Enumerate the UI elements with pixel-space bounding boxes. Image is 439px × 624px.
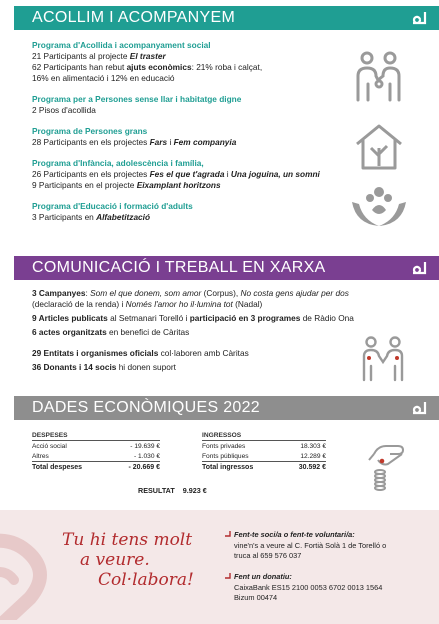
despeses-heading: DESPESES [32, 432, 160, 441]
program-heading: Programa de Persones grans [32, 126, 148, 136]
total-row [202, 462, 326, 473]
text-fragment: 29 Entitats i organismes oficials [32, 348, 159, 358]
text-fragment: Fars [149, 137, 168, 147]
caritas-tag-icon [224, 530, 232, 538]
text-line [32, 51, 352, 62]
total-row [32, 462, 160, 473]
text-fragment: de Ràdio Ona [300, 313, 354, 323]
communication-item [32, 362, 402, 373]
total-value: - 20.669 € [111, 462, 160, 473]
text-fragment: hi donen suport [116, 362, 176, 372]
contact-line: CaixaBank ES15 2100 0053 6702 0013 1564 [234, 582, 383, 592]
caritas-heart-logo [0, 524, 58, 620]
text-fragment: i [167, 137, 174, 147]
row-label: Fonts públiques [202, 452, 249, 460]
text-fragment: : 21% roba i calçat, [191, 62, 263, 72]
text-fragment: 6 actes organitzats [32, 327, 107, 337]
house-tree-icon [353, 122, 405, 172]
text-fragment: 36 Donants i 14 socis [32, 362, 117, 372]
text-fragment: ajuts econòmics [126, 62, 192, 72]
text-fragment: 9 Participants en el projecte [32, 180, 137, 190]
text-fragment: i [224, 169, 231, 179]
ingressos-table [202, 432, 326, 473]
table-row [202, 451, 326, 462]
text-fragment: Som el que donem, som amor [90, 288, 202, 298]
text-fragment: 3 Campanyes [32, 288, 86, 298]
text-fragment: 2 Pisos d'acollida [32, 105, 96, 115]
hands-heart-icon [350, 184, 408, 228]
table-row [202, 441, 326, 452]
text-fragment: 62 Participants han rebut [32, 62, 127, 72]
section-title: COMUNICACIÓ I TREBALL EN XARXA [32, 259, 326, 276]
text-line [32, 299, 402, 310]
caritas-tag-icon [411, 9, 429, 27]
section-header-acollim [14, 6, 439, 30]
communication-item [32, 327, 402, 338]
resultat [138, 486, 207, 495]
program-heading: Programa d'Acollida i acompanyament social [32, 40, 211, 50]
family-hands-icon [350, 50, 406, 104]
row-label: Altres [32, 452, 49, 460]
hand-coins-icon [366, 440, 412, 494]
text-fragment: 28 Participants en els projectes [32, 137, 150, 147]
contact-donation [234, 572, 382, 604]
program-heading: Programa per a Persones sense llar i habitatge digne [32, 94, 242, 104]
text-fragment: Fem companyia [173, 137, 237, 147]
program-block [32, 126, 352, 148]
communication-item [32, 348, 402, 359]
contact-line: vine'n's a veure al C. Fortià Solà 1 de Torelló o [234, 540, 387, 550]
caritas-tag-icon [411, 259, 429, 277]
text-line [32, 212, 352, 223]
program-block [32, 201, 352, 223]
text-fragment: 16% en alimentació i 12% en educació [32, 73, 175, 83]
slogan [62, 530, 194, 590]
program-heading: Programa d'Infància, adolescència i família, [32, 158, 204, 168]
two-people-icon [358, 336, 408, 382]
program-block [32, 158, 352, 191]
text-line [32, 62, 352, 73]
text-fragment: participació en 3 programes [189, 313, 301, 323]
text-fragment: (declaració de la renda) i [32, 299, 126, 309]
text-line [32, 288, 402, 299]
program-heading: Programa d'Educació i formació d'adults [32, 201, 193, 211]
table-row [32, 441, 160, 452]
text-fragment: Només l'amor ho il·lumina tot [125, 299, 233, 309]
resultat-label: RESULTAT [138, 486, 175, 495]
section-header-comunicacio [14, 256, 439, 280]
communication-item [32, 288, 402, 310]
text-fragment: El traster [129, 51, 166, 61]
row-value: - 19.639 € [130, 442, 160, 450]
slogan-line: a veure. [80, 550, 150, 570]
program-block [32, 40, 352, 84]
contact-title: Fent un donatiu: [234, 572, 292, 581]
text-line [32, 313, 402, 324]
slogan-line: Col·labora! [98, 570, 194, 590]
text-fragment: Alfabetització [96, 212, 151, 222]
communication-list [32, 288, 402, 376]
program-block [32, 94, 352, 116]
total-label: Total despeses [32, 462, 111, 473]
text-line [32, 105, 352, 116]
resultat-value: 9.923 € [182, 486, 207, 495]
text-line [32, 348, 402, 359]
text-fragment: Una joguina, un somni [230, 169, 320, 179]
section-title: DADES ECONÒMIQUES 2022 [32, 399, 260, 416]
despeses-table [32, 432, 160, 473]
communication-item [32, 313, 402, 324]
caritas-tag-icon [411, 399, 429, 417]
programs-list [32, 40, 352, 233]
total-value: 30.592 € [283, 462, 326, 473]
row-value: - 1.030 € [133, 452, 160, 460]
caritas-tag-icon [224, 572, 232, 580]
row-value: 12.289 € [300, 452, 326, 460]
text-line [32, 137, 352, 148]
text-fragment: (Corpus), [201, 288, 241, 298]
text-fragment: 26 Participants en els projectes [32, 169, 150, 179]
contact-volunteer [234, 530, 386, 562]
text-fragment: Fes el que t'agrada [149, 169, 225, 179]
text-fragment: 3 Participants en [32, 212, 97, 222]
total-label: Total ingressos [202, 462, 283, 473]
text-fragment: en benefici de Càritas [106, 327, 190, 337]
contact-line: Bizum 00474 [234, 593, 278, 602]
text-fragment: 21 Participants al projecte [32, 51, 130, 61]
row-value: 18.303 € [300, 442, 326, 450]
row-label: Fonts privades [202, 442, 246, 450]
text-fragment: No costa gens ajudar per dos [240, 288, 349, 298]
row-label: Acció social [32, 442, 67, 450]
contact-title: Fent-te soci/a o fent-te voluntari/a: [234, 530, 355, 539]
ingressos-heading: INGRESSOS [202, 432, 326, 441]
text-line [32, 362, 402, 373]
text-fragment: al Setmanari Torelló i [107, 313, 190, 323]
slogan-line: Tu hi tens molt [62, 530, 193, 550]
text-fragment: (Nadal) [232, 299, 263, 309]
text-fragment: 9 Articles publicats [32, 313, 108, 323]
contact-line: truca al 659 576 037 [234, 551, 302, 560]
text-fragment: col·laboren amb Càritas [158, 348, 249, 358]
text-fragment: Eixamplant horitzons [136, 180, 221, 190]
section-header-dades [14, 396, 439, 420]
text-line [32, 73, 352, 84]
text-line [32, 327, 402, 338]
section-title: ACOLLIM I ACOMPANYEM [32, 9, 236, 26]
table-row [32, 451, 160, 462]
text-fragment: : [85, 288, 91, 298]
text-line [32, 169, 352, 180]
text-line [32, 180, 352, 191]
